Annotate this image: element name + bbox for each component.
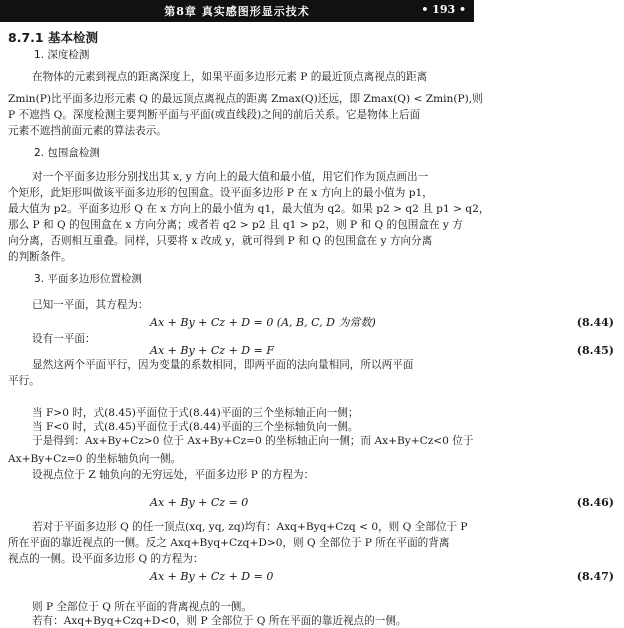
text-line: 所在平面的靠近视点的一侧。反之 Axq+Byq+Czq+D>0，则 Q 全部位于 P 所在平面的背离 bbox=[8, 537, 450, 549]
text-line: 视点的一侧。设平面多边形 Q 的方程为： bbox=[8, 553, 204, 565]
equation bbox=[0, 496, 624, 510]
text-line: 于是得到：Ax+By+Cz>0 位于 Ax+By+Cz=0 的坐标轴正向一侧；而 Ax+By+Cz<0 位于 bbox=[32, 435, 474, 447]
section-title: 8.7.1 基本检测 bbox=[8, 30, 98, 45]
page-number: • 193 • bbox=[421, 3, 466, 16]
equation bbox=[0, 316, 624, 330]
equation-text: Ax + By + Cz + D = 0 bbox=[150, 570, 274, 583]
text-line: 当 F<0 时，式(8.45)平面位于式(8.44)平面的三个坐标轴负向一侧。 bbox=[32, 421, 359, 433]
text-line: 平行。 bbox=[8, 375, 40, 387]
subsection-heading: 2. 包围盒检测 bbox=[34, 147, 100, 159]
subsection-heading: 3. 平面多边形位置检测 bbox=[34, 273, 142, 285]
text-line: 已知一平面，其方程为： bbox=[32, 299, 149, 311]
equation-number: (8.45) bbox=[576, 344, 614, 357]
equation-text: Ax + By + Cz + D = F bbox=[150, 344, 274, 357]
text-line: 当 F>0 时，式(8.45)平面位于式(8.44)平面的三个坐标轴正向一侧； bbox=[32, 407, 359, 419]
page-header bbox=[0, 0, 474, 22]
text-line: 向分离，否则相互重叠。同样，只要将 x 改成 y，就可得到 P 和 Q 的包围盒在 y 方向分离 bbox=[8, 235, 433, 247]
text-line: 最大值为 p2。平面多边形 Q 在 x 方向上的最小值为 q1，最大值为 q2。如果 p2 > q2 且 p1 > q2， bbox=[8, 203, 490, 215]
equation bbox=[0, 570, 624, 584]
text-line: 个矩形，此矩形叫做该平面多边形的包围盒。设平面多边形 P 在 x 方向上的最小值为 p1， bbox=[8, 187, 433, 199]
text-line: 若对于平面多边形 Q 的任一顶点(xq, yq, zq)均有：Axq+Byq+Czq < 0，则 Q 全部位于 P bbox=[32, 521, 468, 533]
equation-text: Ax + By + Cz + D = 0 (A, B, C, D 为常数) bbox=[150, 316, 376, 329]
text-line: Zmin(P)比平面多边形元素 Q 的最远顶点离视点的距离 Zmax(Q)还远，即 Zmax(Q) < Zmin(P),则 bbox=[8, 93, 483, 105]
chapter-title: 第8章 真实感图形显示技术 bbox=[164, 5, 310, 18]
text-line: P 不遮挡 Q。深度检测主要判断平面与平面(或直线段)之间的前后关系。它是物体上后面 bbox=[8, 109, 421, 121]
equation-text: Ax + By + Cz = 0 bbox=[150, 496, 249, 509]
text-line: 显然这两个平面平行，因为变量的系数相同，即两平面的法向量相同，所以两平面 bbox=[32, 359, 414, 371]
text-line: 那么 P 和 Q 的包围盒在 x 方向分离；或者若 q2 > p2 且 q1 > p2，则 P 和 Q 的包围盒在 y 方 bbox=[8, 219, 463, 231]
text-line: 若有：Axq+Byq+Czq+D<0，则 P 全部位于 Q 所在平面的靠近视点的一侧。 bbox=[32, 615, 407, 627]
equation bbox=[0, 344, 624, 358]
equation-number: (8.46) bbox=[576, 496, 614, 509]
text-line: Ax+By+Cz=0 的坐标轴负向一侧。 bbox=[8, 453, 182, 465]
text-line: 则 P 全部位于 Q 所在平面的背离视点的一侧。 bbox=[32, 601, 252, 613]
text-line: 在物体的元素到视点的距离深度上，如果平面多边形元素 P 的最近顶点离视点的距离 bbox=[32, 71, 428, 83]
text-line: 对一个平面多边形分别找出其 x, y 方向上的最大值和最小值，用它们作为顶点画出一 bbox=[32, 171, 429, 183]
text-line: 的判断条件。 bbox=[8, 251, 72, 263]
text-line: 设有一平面： bbox=[32, 333, 96, 345]
equation-number: (8.47) bbox=[576, 570, 614, 583]
equation-number: (8.44) bbox=[576, 316, 614, 329]
text-line: 设视点位于 Z 轴负向的无穷远处，平面多边形 P 的方程为： bbox=[32, 469, 315, 481]
text-line: 元素不遮挡前面元素的算法表示。 bbox=[8, 125, 167, 137]
subsection-heading: 1. 深度检测 bbox=[34, 49, 90, 61]
